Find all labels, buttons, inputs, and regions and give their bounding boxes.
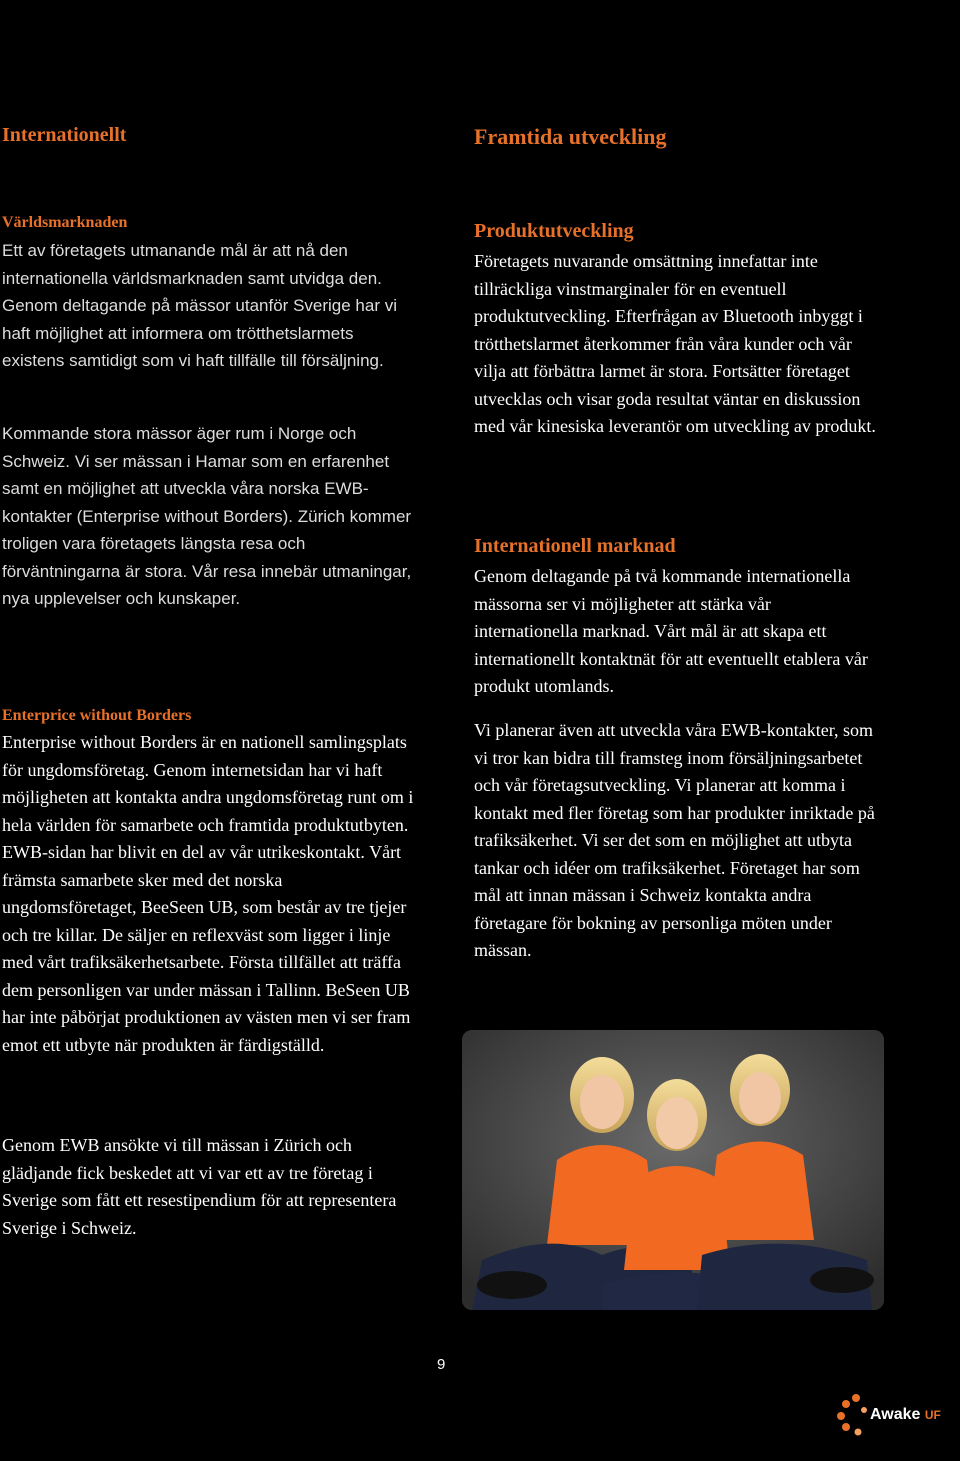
logo-name: Awake [870, 1406, 921, 1423]
paragraph-internationell-marknad-1: Genom deltagande på två kommande internationella mässorna ser vi möjligheter att stärka vår internationella marknad. Vårt mål är att skapa ett internationellt kontaktnät för att eventuellt etablera vår produkt utomlands. [474, 566, 868, 696]
section-heading-internationellt: Internationellt [2, 124, 127, 146]
subheading-produktutveckling: Produktutveckling [474, 220, 634, 242]
team-photo [462, 1030, 884, 1310]
logo-dots-icon [836, 1392, 870, 1436]
subheading-varldsmarknaden: Världsmarknaden [2, 214, 128, 231]
paragraph-internationell-marknad-2: Vi planerar även att utveckla våra EWB-kontakter, som vi tror kan bidra till framsteg inom försäljningsarbetet och vår företagsutveckling. Vi planerar att komma i kontakt med fler företag som har produkter inriktade på trafiksäkerhet. Vi ser det som en möjlighet att utbyta tankar och idéer om trafiksäkerhet. Företaget har som mål att innan mässan i Schweiz kontakta andra företagare för bokning av personliga möten under mässan. [474, 720, 875, 960]
paragraph-varldsmarknaden-2: Kommande stora mässor äger rum i Norge och Schweiz. Vi ser mässan i Hamar som en erfarenhet samt en möjlighet att utveckla våra norska EWB-kontakter (Enterprise without Borders). Zürich kommer troligen vara företagets längsta resa och förväntningarna är stora. Vår resa innebär utmaningar, nya upplevelser och kunskaper. [2, 424, 412, 608]
paragraph-ewb-2: Genom EWB ansökte vi till mässan i Zürich och glädjande fick beskedet att vi var ett av tre företag i Sverige som fått ett resestipendium för att representera Sverige i Schweiz. [2, 1135, 397, 1238]
subheading-enterprice-without-borders: Enterprice without Borders [2, 707, 192, 724]
logo-suffix: UF [924, 1408, 941, 1422]
page-number: 9 [437, 1356, 446, 1373]
subheading-internationell-marknad: Internationell marknad [474, 535, 676, 557]
paragraph-produktutveckling: Företagets nuvarande omsättning innefattar inte tillräckliga vinstmarginaler för en eventuell produktutveckling. Efterfrågan av Bluetooth inbyggt i trötthetslarmet återkommer från våra kunder och vår vilja att förbättra larmet är stora. Fortsätter företaget utvecklas och visar goda resultat väntar en diskussion med vår kinesiska leverantör om utveckling av produkt. [474, 251, 876, 436]
paragraph-varldsmarknaden-1: Ett av företagets utmanande mål är att nå den internationella världsmarknaden samt utvidga den. Genom deltagande på mässor utanför Sverige har vi haft möjlighet att informera om trötthetslarmets existens samtidigt som vi haft tillfälle till försäljning. [2, 241, 398, 370]
paragraph-ewb-1: Enterprise without Borders är en nationell samlingsplats för ungdomsföretag. Genom internetsidan har vi haft möjligheten att kontakta andra ungdomsföretag runt om i hela världen för samarbete och framtida produktutbyten. EWB-sidan har blivit en del av vår utrikeskontakt. Vårt främsta samarbete sker med det norska ungdomsföretaget, BeeSeen UB, som består av tre tjejer och tre killar. De säljer en reflexväst som ligger i linje med vårt trafiksäkerhetsarbete. Första tillfället att träffa dem personligen var under mässan i Tallinn. BeSeen UB har inte påbörjat produktionen av västen men vi ser fram emot ett utbyte när produkten är färdigställd. [2, 732, 414, 1055]
section-heading-framtida-utveckling: Framtida utveckling [474, 124, 667, 149]
awake-uf-logo [836, 1392, 941, 1442]
